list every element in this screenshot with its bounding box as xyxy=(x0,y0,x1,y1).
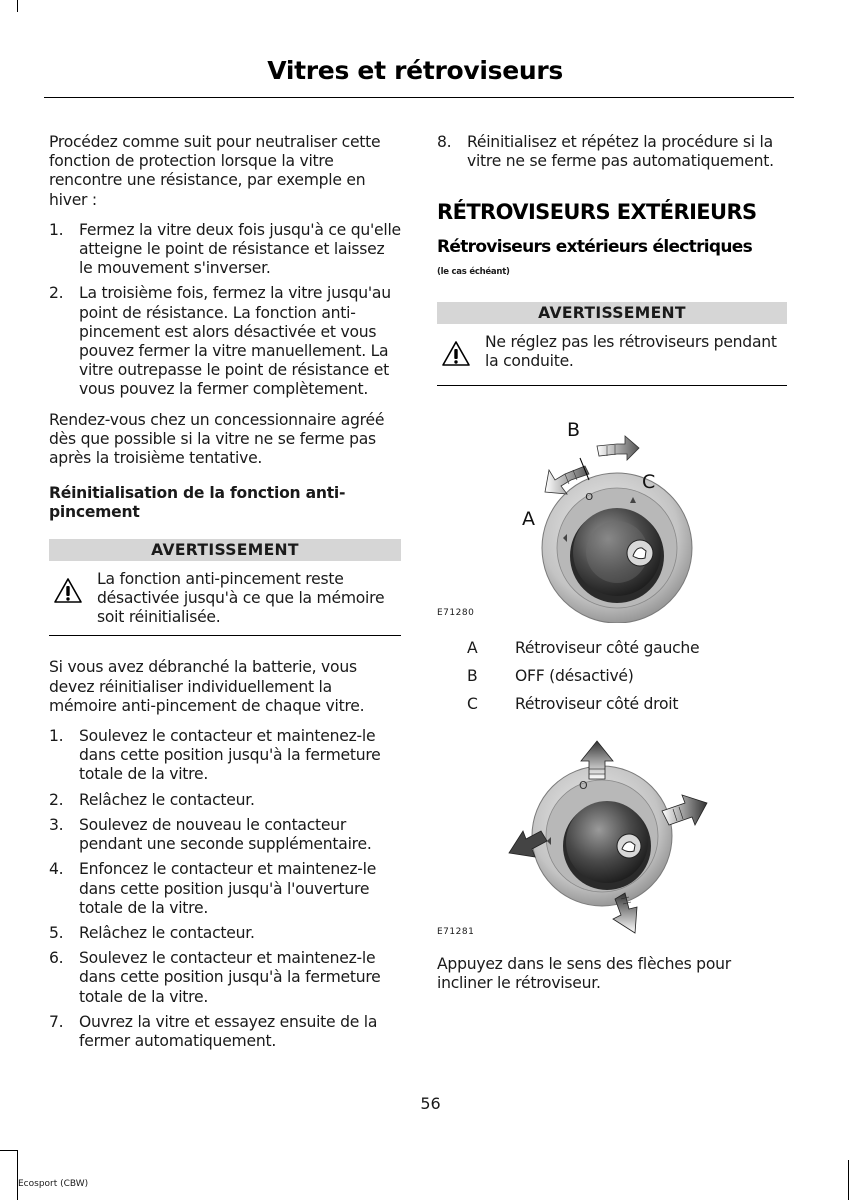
list-item: 1. Soulevez le contacteur et maintenez-le dans cette position jusqu'à la fermeture totale de la vitre. xyxy=(49,727,381,784)
figure-label-c: C xyxy=(642,471,656,494)
page-number: 56 xyxy=(420,1094,441,1113)
page-title: Vitres et rétroviseurs xyxy=(267,56,563,85)
warning-label: AVERTISSEMENT xyxy=(49,539,401,561)
figure-label-b: B xyxy=(567,419,580,442)
reset-steps-list xyxy=(49,727,401,1051)
mirror-symbol-icon xyxy=(617,834,641,858)
list-item: 5. Relâchez le contacteur. xyxy=(49,923,255,942)
crop-mark-left-bottom xyxy=(0,1150,18,1151)
reset-heading: Réinitialisation de la fonction anti-pincement xyxy=(49,484,346,522)
warning-box xyxy=(49,561,401,637)
warning-text: La fonction anti-pincement reste désactivée jusqu'à ce que la mémoire soit réinitialisée. xyxy=(97,569,385,627)
footer-model: Ecosport (CBW) xyxy=(18,1179,89,1189)
battery-note: Si vous avez débranché la batterie, vous devez réinitialiser individuellement la mémoire anti-pincement de chaque vitre. xyxy=(49,658,365,715)
list-item: 4. Enfoncez le contacteur et maintenez-le dans cette position jusqu'à l'ouverture totale de la vitre. xyxy=(49,860,377,917)
mirror-selector-knob-illustration xyxy=(437,408,787,623)
tilt-instruction: Appuyez dans le sens des flèches pour incliner le rétroviseur. xyxy=(437,955,731,993)
right-mirror-arrow xyxy=(597,436,639,460)
warning-text: Ne réglez pas les rétroviseurs pendant la conduite. xyxy=(485,333,777,371)
intro-paragraph: Procédez comme suit pour neutraliser cette fonction de protection lorsque la vitre rencontre une résistance, par exemple en hiver : xyxy=(49,133,381,209)
tilt-right-arrow xyxy=(662,795,707,825)
dealer-note: Rendez-vous chez un concessionnaire agréé dès que possible si la vitre ne se ferme pas après la troisième tentative. xyxy=(49,410,385,468)
legend-row: C Rétroviseur côté droit xyxy=(467,695,679,714)
crop-mark-right-bottom xyxy=(848,1160,849,1200)
right-column xyxy=(437,133,787,1005)
list-item: 7. Ouvrez la vitre et essayez ensuite de la fermer automatiquement. xyxy=(49,1012,378,1050)
crop-mark-left-bottom-v xyxy=(17,1150,18,1200)
crop-mark-top-left xyxy=(17,0,18,12)
continued-steps-list xyxy=(437,133,787,171)
legend-row: B OFF (désactivé) xyxy=(467,667,634,686)
warning-box xyxy=(437,324,787,386)
list-item: 2. Relâchez le contacteur. xyxy=(49,790,255,809)
mirror-tilt-figure xyxy=(437,731,787,941)
off-position-label: O xyxy=(585,492,593,504)
figure-code: E71280 xyxy=(437,608,475,619)
list-item: 1. Fermez la vitre deux fois jusqu'à ce qu'elle atteigne le point de résistance et laissez le mouvement s'inverser. xyxy=(49,220,401,278)
section-heading: RÉTROVISEURS EXTÉRIEURS xyxy=(437,200,757,225)
list-item: 2. La troisième fois, fermez la vitre jusqu'au point de résistance. La fonction anti-pincement est alors désactivée et vous pouvez fermer la vitre manuellement. La vitre outrepasse le point de résistance et vous pouvez la fermer complètement. xyxy=(49,284,391,399)
sub-note: (le cas échéant) xyxy=(437,266,510,277)
warning-label: AVERTISSEMENT xyxy=(437,302,787,324)
list-item: 8. Réinitialisez et répétez la procédure si la vitre ne se ferme pas automatiquement. xyxy=(437,133,774,171)
list-item: 3. Soulevez de nouveau le contacteur pendant une seconde supplémentaire. xyxy=(49,815,372,854)
figure-label-a: A xyxy=(522,508,535,531)
off-position-label: O xyxy=(579,779,588,793)
warning-triangle-icon xyxy=(441,340,471,367)
title-rule xyxy=(44,97,794,98)
list-item: 6. Soulevez le contacteur et maintenez-le dans cette position jusqu'à la fermeture totale de la vitre. xyxy=(49,949,381,1006)
override-steps-list xyxy=(49,221,401,400)
legend-row: A Rétroviseur côté gauche xyxy=(467,639,700,658)
mirror-tilt-illustration xyxy=(437,731,787,941)
left-column xyxy=(49,133,401,1062)
figure-code: E71281 xyxy=(437,927,475,938)
warning-triangle-icon xyxy=(53,577,83,604)
mirror-selector-figure xyxy=(437,408,787,623)
mirror-symbol-icon xyxy=(627,540,653,566)
sub-heading: Rétroviseurs extérieurs électriques xyxy=(437,236,753,257)
figure-legend xyxy=(437,639,787,723)
